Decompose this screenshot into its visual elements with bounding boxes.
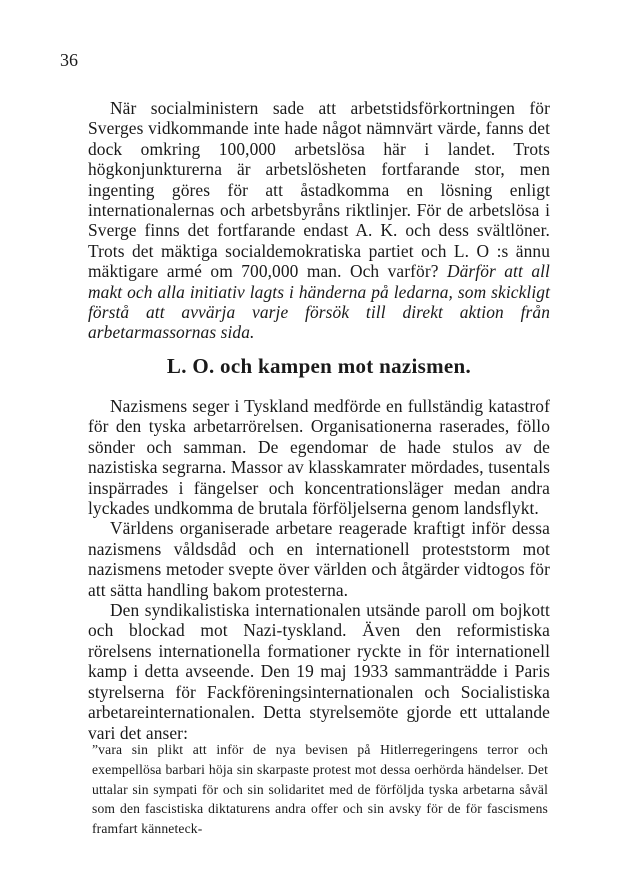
page-number: 36 — [60, 50, 78, 70]
section-paragraph-3: Den syndikalistiska internationalen utsände paroll om bojkott och blockad mot Nazi-tyskland. Även den reformistiska rörelsens internationella formationer ryckte in för internationell kamp i detta avseende. Den 19 maj 1933 sammanträdde i Paris styrelserna för Fackföreningsinternationalen och Socialistiska arbetareinternationalen. Detta styrelsemöte gjorde ett uttalande vari det anser: — [88, 600, 550, 743]
section-body — [88, 396, 550, 743]
section-paragraph-2: Världens organiserade arbetare reagerade kraftigt inför dessa nazismens våldsdåd och en internationell proteststorm mot nazismens metoder svepte över världen och åtgärder vidtogos för att sätta handling bakom protesterna. — [88, 518, 550, 600]
intro-emphasis-text: Därför att all makt och alla initiativ lagts i händerna på ledarna, som skickligt förstå att avvärja varje försök till direkt aktion från arbetarmassornas sida. — [88, 261, 550, 343]
intro-plain-text: När socialministern sade att arbetstidsförkortningen för Sverges vidkommande inte hade något nämnvärt värde, fanns det dock omkring 100,000 arbetslösa här i landet. Trots högkonjunkturerna är arbetslösheten fortfarande stor, men ingenting göres för att åstadkomma en lösning enligt internationalernas och arbetsbyråns riktlinjer. För de arbetslösa i Sverge finns det fortfarande endast A. K. och dess svältlöner. Trots det mäktiga socialdemokratiska partiet och L. O :s ännu mäktigare armé om 700,000 man. Och varför? — [88, 98, 550, 282]
quoted-statement — [92, 740, 548, 839]
section-paragraph-1: Nazismens seger i Tyskland medförde en fullständig katastrof för den tyska arbetarrörelsen. Organisationerna raserades, föllo sönder och samman. De egendomar de hade stulos av de nazistiska segrarna. Massor av klasskamrater mördades, tusentals inspärrades i fängelser och koncentrationsläger medan andra lyckades undkomma de brutala förföljelserna genom landsflykt. — [88, 396, 550, 519]
quote-text: ”vara sin plikt att inför de nya bevisen på Hitlerregeringens terror och exempellösa barbari höja sin skarpaste protest mot dessa oerhörda händelser. Det uttalar sin sympati för och sin solidaritet med de förföljda tyska arbetarna såväl som den fascistiska diktaturens andra offer och sin avsky för de för fascismens framfart känneteck- — [92, 742, 548, 837]
intro-paragraph-block — [88, 98, 550, 343]
intro-paragraph — [88, 98, 550, 343]
section-heading: L. O. och kampen mot nazismen. — [166, 354, 472, 378]
